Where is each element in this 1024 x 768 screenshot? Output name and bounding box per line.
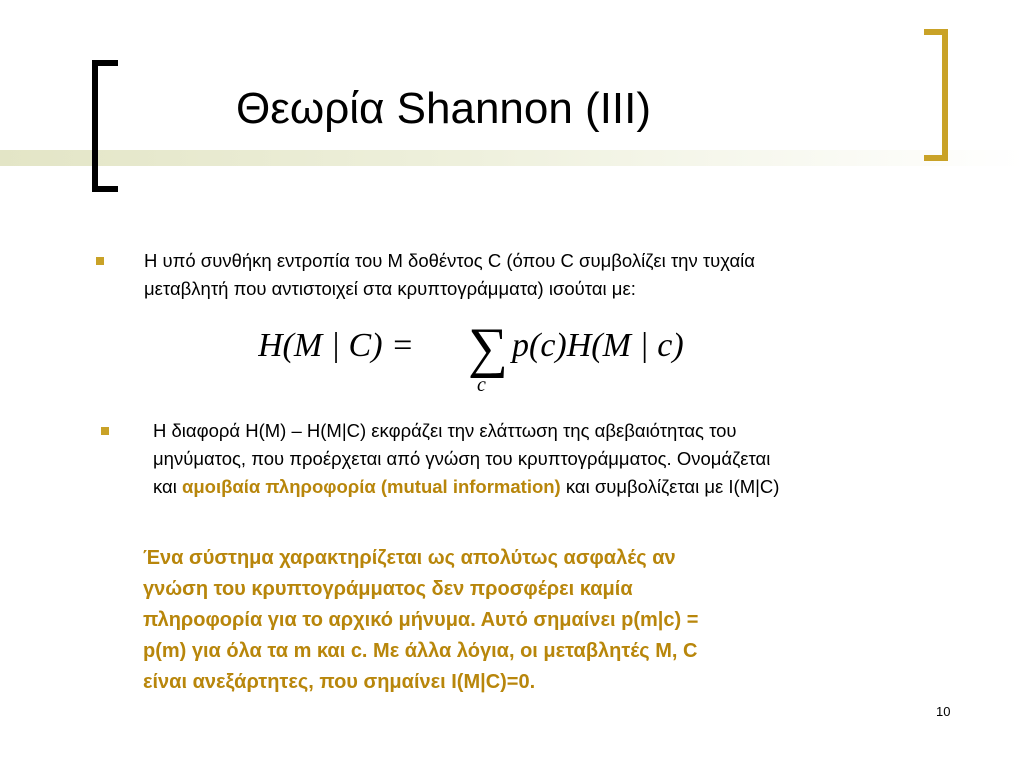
bullet-line-suffix: και συμβολίζεται με Ι(Μ|C)	[560, 476, 780, 497]
bullet-item-mutual-information	[101, 417, 931, 501]
conditional-entropy-formula	[258, 318, 778, 398]
bullet-text	[153, 417, 779, 501]
slide-title: Θεωρία Shannon (III)	[236, 84, 652, 133]
bullet-line-prefix: και	[153, 476, 182, 497]
mutual-information-term: αμοιβαία πληροφορία (mutual information)	[181, 476, 561, 497]
bullet-line	[153, 473, 779, 501]
bullet-line: μεταβλητή που αντιστοιχεί στα κρυπτογράμματα) ισούται με:	[144, 278, 636, 299]
right-bracket-decoration	[924, 29, 948, 161]
callout-line: p(m) για όλα τα m και c. Με άλλα λόγια, οι μεταβλητές M, C	[143, 640, 698, 662]
bullet-item-conditional-entropy	[96, 247, 896, 303]
bullet-line: Η διαφορά Η(Μ) – Η(Μ|C) εκφράζει την ελάττωση της αβεβαιότητας του	[153, 420, 737, 441]
callout-line: είναι ανεξάρτητες, που σημαίνει I(M|C)=0.	[143, 671, 536, 693]
callout-line: Ένα σύστημα χαρακτηρίζεται ως απολύτως ασφαλές αν	[143, 547, 676, 569]
callout-line: γνώση του κρυπτογράμματος δεν προσφέρει καμία	[143, 578, 633, 600]
formula-lhs: H(M | C) =	[258, 327, 414, 364]
summation-symbol: ∑	[468, 318, 508, 379]
bullet-line: Η υπό συνθήκη εντροπία του Μ δοθέντος C (όπου C συμβολίζει την τυχαία	[144, 250, 755, 271]
bullet-line: μηνύματος, που προέρχεται από γνώση του κρυπτογράμματος. Ονομάζεται	[153, 448, 771, 469]
callout-line: πληροφορία για το αρχικό μήνυμα. Αυτό σημαίνει p(m|c) =	[143, 609, 699, 631]
summation-index: c	[477, 374, 486, 396]
left-bracket-decoration	[92, 60, 118, 192]
bullet-text	[144, 247, 755, 303]
page-number: 10	[936, 704, 951, 719]
header-band	[0, 150, 1024, 166]
formula-svg	[258, 318, 778, 398]
perfect-secrecy-callout	[143, 543, 873, 698]
square-bullet-icon	[101, 427, 109, 435]
formula-rhs: p(c)H(M | c)	[512, 327, 684, 364]
square-bullet-icon	[96, 257, 104, 265]
